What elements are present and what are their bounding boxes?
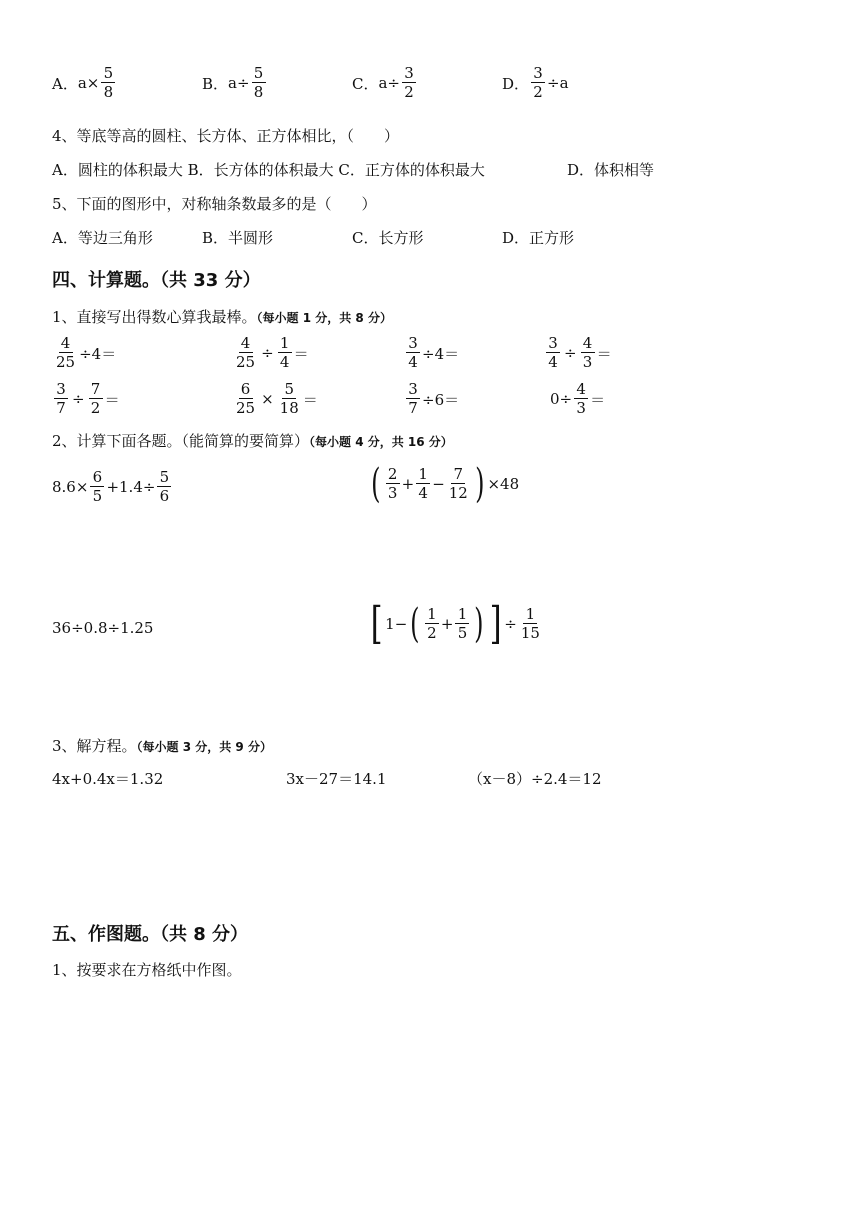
section4-sub2: 2、计算下面各题。（能简算的要简算）（每小题 4 分，共 16 分）: [52, 432, 453, 450]
left-paren-icon: (: [371, 461, 381, 507]
right-bracket-icon: ]: [489, 598, 502, 649]
mental-r2c3: $\frac{3}{7}$ ÷6＝: [404, 382, 459, 416]
mental-r2c4: 0÷ $\frac{4}{3}$ ＝: [550, 380, 606, 417]
equation-1: 4x+0.4x＝1.32: [52, 770, 164, 788]
section5-sub1: 1、按要求在方格纸中作图。: [52, 961, 242, 979]
mental-r1c1: $\frac{4}{25}$ ÷4＝: [56, 334, 117, 371]
section4-sub1: 1、直接写出得数心算我最棒。（每小题 1 分，共 8 分）: [52, 308, 392, 326]
q4-options: A．圆柱的体积最大 B．长方体的体积最大 C．正方体的体积最大: [52, 161, 485, 179]
calc-1: 8.6× $\frac{6}{5}$ +1.4÷ $\frac{5}{6}$: [52, 470, 173, 504]
q3-option-c: C． a÷ $\frac{3}{2}$: [352, 66, 418, 100]
calc-2: ( $\frac{2}{3}$ + $\frac{1}{4}$ − $\frac{7}{12}$ ) ×48: [371, 461, 520, 507]
q5-stem: 5、下面的图形中，对称轴条数最多的是（ ）: [52, 195, 377, 213]
q5-option-b: B．半圆形: [202, 229, 274, 247]
left-paren-icon: (: [410, 601, 420, 647]
right-paren-icon: ): [474, 461, 485, 507]
equation-3: （x－8）÷2.4＝12: [468, 770, 602, 788]
mental-r2c1: $\frac{3}{7}$ ÷ $\frac{7}{2}$ ＝: [52, 382, 120, 416]
q4-option-d: D．体积相等: [567, 161, 655, 179]
q3-option-b: B． a÷ $\frac{5}{8}$: [202, 66, 268, 100]
left-bracket-icon: [: [370, 598, 383, 649]
mental-r1c3: $\frac{3}{4}$ ÷4＝: [404, 336, 459, 370]
section5-title: 五、作图题。（共 8 分）: [52, 924, 249, 945]
q3-option-d: D． $\frac{3}{2}$ ÷a: [502, 64, 569, 101]
mental-r1c2: $\frac{4}{25}$ ÷ $\frac{1}{4}$ ＝: [236, 334, 309, 371]
q5-option-a: A．等边三角形: [52, 229, 153, 247]
calc-3: 36÷0.8÷1.25: [52, 619, 154, 637]
q4-stem: 4、等底等高的圆柱、长方体、正方体相比，（ ）: [52, 127, 400, 145]
mental-r1c4: $\frac{3}{4}$ ÷ $\frac{4}{3}$ ＝: [544, 336, 612, 370]
section4-title: 四、计算题。（共 33 分）: [52, 270, 261, 291]
mental-r2c2: $\frac{6}{25}$ × $\frac{5}{18}$ ＝: [236, 380, 318, 417]
q3-option-a: A． a× $\frac{5}{8}$: [52, 66, 117, 100]
right-paren-icon: ): [474, 601, 484, 647]
q5-option-c: C．长方形: [352, 229, 424, 247]
calc-4: [ 1− ( $\frac{1}{2}$ + $\frac{1}{5}$ ) ] ÷ $\frac{1}{15}$: [370, 598, 540, 649]
section4-sub3: 3、解方程。（每小题 3 分，共 9 分）: [52, 737, 272, 755]
q5-option-d: D．正方形: [502, 229, 575, 247]
equation-2: 3x－27＝14.1: [286, 770, 387, 788]
